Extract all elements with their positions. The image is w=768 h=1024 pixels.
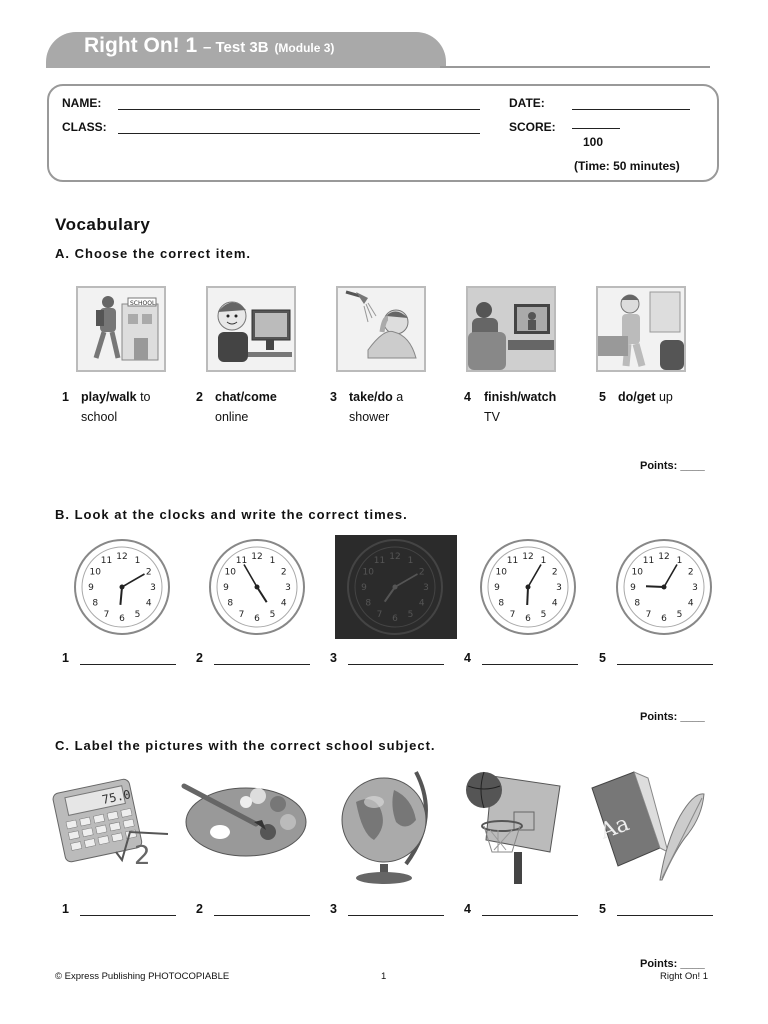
root-digit: 2 (134, 841, 151, 866)
svg-text:5: 5 (407, 609, 414, 620)
subject-4-number: 4 (464, 902, 471, 916)
score-total: 100 (583, 135, 604, 149)
svg-text:7: 7 (645, 609, 652, 620)
clock-4-number: 4 (464, 651, 471, 665)
svg-text:9: 9 (88, 583, 94, 593)
points-c: Points: ____ (640, 958, 705, 970)
footer-book-title: Right On! 1 (660, 971, 709, 982)
clock-2 (207, 537, 307, 637)
svg-text:12: 12 (116, 552, 128, 562)
svg-text:10: 10 (495, 567, 507, 578)
svg-text:7: 7 (103, 609, 110, 620)
svg-text:3: 3 (692, 583, 698, 593)
item-a-4-line2: TV (484, 410, 500, 424)
subject-2-answer-field[interactable] (214, 915, 310, 916)
boy-at-computer-icon (206, 286, 296, 372)
svg-text:11: 11 (100, 556, 113, 567)
calculator-icon (50, 774, 174, 871)
subject-4-answer-field[interactable] (482, 915, 578, 916)
svg-text:1: 1 (134, 556, 141, 567)
item-a-3-line2: shower (349, 410, 390, 424)
title-module: (Module 3) (274, 41, 335, 55)
svg-text:5: 5 (676, 609, 683, 620)
svg-text:SCHOOL: SCHOOL (130, 300, 156, 307)
points-a: Points: ____ (640, 460, 705, 472)
clock-2-number: 2 (196, 651, 203, 665)
svg-text:8: 8 (92, 598, 99, 609)
clock-5 (614, 537, 714, 637)
svg-text:11: 11 (235, 556, 248, 567)
svg-text:6: 6 (392, 614, 398, 624)
svg-text:6: 6 (254, 614, 260, 624)
globe-icon (336, 768, 436, 891)
section-c-heading: C. Label the pictures with the correct school subject. (55, 738, 436, 753)
score-field[interactable] (572, 128, 620, 129)
class-field[interactable] (118, 133, 480, 134)
svg-text:9: 9 (361, 583, 367, 593)
clock-1-answer-field[interactable] (80, 664, 176, 665)
name-label: NAME: (62, 96, 102, 110)
book-letters: Aa (596, 811, 633, 845)
footer-copyright: © Express Publishing PHOTOCOPIABLE (55, 971, 230, 982)
item-a-1-line2: school (81, 410, 118, 424)
section-b-heading: B. Look at the clocks and write the correct times. (55, 507, 408, 522)
header-rule (440, 66, 710, 68)
item-a-5-number: 5 (599, 390, 606, 404)
svg-text:4: 4 (418, 598, 425, 609)
svg-text:11: 11 (373, 556, 386, 567)
svg-text:3: 3 (285, 583, 291, 593)
item-a-4-number: 4 (464, 390, 471, 404)
clock-5-number: 5 (599, 651, 606, 665)
svg-text:3: 3 (150, 583, 156, 593)
svg-text:12: 12 (251, 552, 263, 562)
item-a-1-rest: to (136, 390, 151, 404)
svg-text:1: 1 (407, 556, 414, 567)
item-a-4-choice[interactable]: finish/watch (484, 390, 557, 404)
svg-text:9: 9 (494, 583, 500, 593)
clock-2-answer-field[interactable] (214, 664, 310, 665)
item-a-5-rest: up (655, 390, 673, 404)
footer-page-number: 1 (381, 971, 387, 982)
svg-text:2: 2 (551, 567, 558, 578)
test-title (84, 34, 334, 58)
svg-text:5: 5 (269, 609, 276, 620)
clock-5-answer-field[interactable] (617, 664, 713, 665)
svg-text:7: 7 (238, 609, 245, 620)
subject-2-number: 2 (196, 902, 203, 916)
calc-display: 75.0 (100, 787, 132, 807)
subject-3-answer-field[interactable] (348, 915, 444, 916)
item-a-1-text (81, 387, 181, 427)
shower-icon (336, 286, 426, 372)
item-a-2-line2: online (215, 410, 249, 424)
svg-text:2: 2 (687, 567, 694, 578)
hour-hand (646, 586, 664, 587)
svg-text:2: 2 (280, 567, 287, 578)
svg-text:9: 9 (630, 583, 636, 593)
subject-3-number: 3 (330, 902, 337, 916)
svg-text:7: 7 (509, 609, 516, 620)
svg-text:6: 6 (119, 614, 125, 624)
clock-3 (345, 537, 445, 637)
svg-text:8: 8 (634, 598, 641, 609)
svg-text:8: 8 (498, 598, 505, 609)
subject-1-number: 1 (62, 902, 69, 916)
hour-hand (527, 587, 528, 605)
svg-text:2: 2 (145, 567, 152, 578)
book-and-quill-icon (588, 768, 712, 891)
section-a-heading: A. Choose the correct item. (55, 246, 252, 261)
item-a-2-number: 2 (196, 390, 203, 404)
walking-to-school-icon (76, 286, 166, 372)
subject-5-answer-field[interactable] (617, 915, 713, 916)
svg-text:12: 12 (522, 552, 534, 562)
points-b: Points: ____ (640, 711, 705, 723)
item-a-2-text (215, 387, 315, 427)
svg-text:3: 3 (556, 583, 562, 593)
name-field[interactable] (118, 109, 480, 110)
title-sub: – Test 3B (203, 39, 269, 56)
clock-1-number: 1 (62, 651, 69, 665)
svg-text:10: 10 (362, 567, 374, 578)
watching-tv-icon (466, 286, 556, 372)
clock-4 (478, 537, 578, 637)
svg-text:4: 4 (280, 598, 287, 609)
svg-text:12: 12 (389, 552, 401, 562)
item-a-3-text (349, 387, 449, 427)
clock-4-answer-field[interactable] (482, 664, 578, 665)
svg-text:7: 7 (376, 609, 383, 620)
svg-text:11: 11 (642, 556, 655, 567)
clock-3-answer-field[interactable] (348, 664, 444, 665)
svg-text:8: 8 (227, 598, 234, 609)
svg-text:11: 11 (506, 556, 519, 567)
date-label: DATE: (509, 96, 545, 110)
item-a-4-text (484, 387, 584, 427)
svg-text:10: 10 (224, 567, 236, 578)
clock-3-number: 3 (330, 651, 337, 665)
svg-text:6: 6 (525, 614, 531, 624)
svg-text:12: 12 (658, 552, 670, 562)
basketball-hoop-icon (462, 768, 566, 891)
svg-text:1: 1 (676, 556, 683, 567)
time-note: (Time: 50 minutes) (574, 159, 680, 173)
item-a-1-number: 1 (62, 390, 69, 404)
class-label: CLASS: (62, 120, 107, 134)
item-a-5-text (618, 387, 718, 407)
paint-palette-icon (180, 778, 310, 865)
subject-1-answer-field[interactable] (80, 915, 176, 916)
svg-text:4: 4 (145, 598, 152, 609)
item-a-1-choice[interactable]: play/walk (81, 390, 137, 404)
svg-text:1: 1 (540, 556, 547, 567)
clock-1 (72, 537, 172, 637)
svg-text:1: 1 (269, 556, 276, 567)
svg-text:6: 6 (661, 614, 667, 624)
title-main: Right On! 1 (84, 34, 198, 57)
subject-5-number: 5 (599, 902, 606, 916)
section-title-vocabulary: Vocabulary (55, 215, 151, 234)
getting-up-icon (596, 286, 686, 372)
item-a-3-choice[interactable]: take/do (349, 390, 393, 404)
svg-text:5: 5 (540, 609, 547, 620)
svg-text:4: 4 (551, 598, 558, 609)
svg-text:3: 3 (423, 583, 429, 593)
svg-text:2: 2 (418, 567, 425, 578)
score-label: SCORE: (509, 120, 556, 134)
svg-text:8: 8 (365, 598, 372, 609)
date-field[interactable] (572, 109, 690, 110)
item-a-2-choice[interactable]: chat/come (215, 390, 277, 404)
svg-text:4: 4 (687, 598, 694, 609)
item-a-5-choice[interactable]: do/get (618, 390, 656, 404)
svg-text:10: 10 (89, 567, 101, 578)
svg-text:5: 5 (134, 609, 141, 620)
svg-text:9: 9 (223, 583, 229, 593)
svg-text:10: 10 (631, 567, 643, 578)
item-a-3-number: 3 (330, 390, 337, 404)
item-a-3-rest: a (392, 390, 404, 404)
